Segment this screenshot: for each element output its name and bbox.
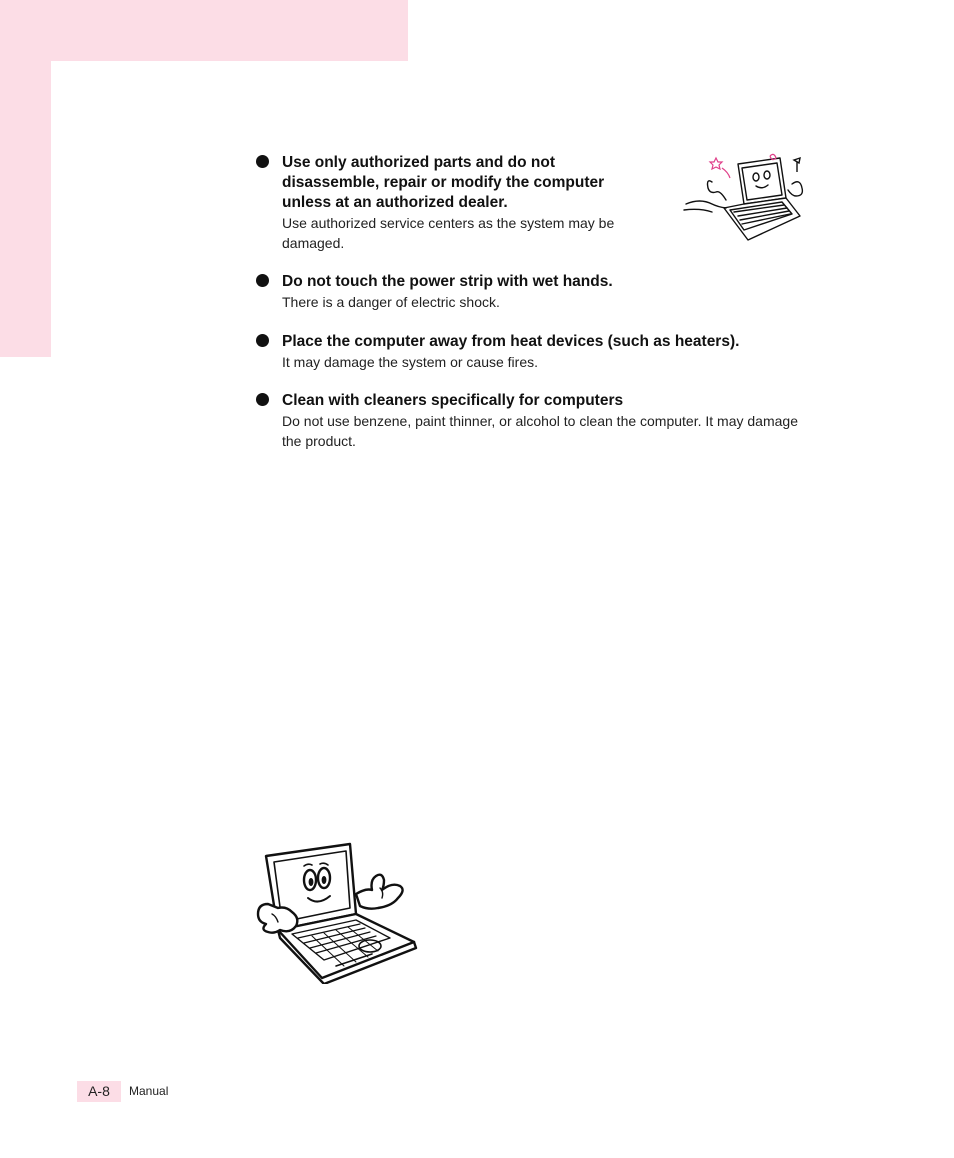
footer-label: Manual xyxy=(129,1084,169,1098)
bullet-icon xyxy=(256,274,269,287)
item-body: Do not use benzene, paint thinner, or alcohol to clean the computer. It may damage the product. xyxy=(282,413,798,449)
decorative-side-band xyxy=(0,61,51,357)
item-title: Do not touch the power strip with wet hands. xyxy=(282,273,613,290)
item-body: It may damage the system or cause fires. xyxy=(282,354,538,370)
item-body: There is a danger of electric shock. xyxy=(282,294,500,310)
bullet-icon xyxy=(256,334,269,347)
item-title: Use only authorized parts and do not disassemble, repair or modify the computer unless at an authorized dealer. xyxy=(282,154,605,211)
item-title: Place the computer away from heat devices (such as heaters). xyxy=(282,333,740,350)
decorative-header-band xyxy=(0,0,408,61)
item-body: Use authorized service centers as the system may be damaged. xyxy=(282,215,615,251)
page-number: A-8 xyxy=(77,1081,121,1102)
item-title: Clean with cleaners specifically for computers xyxy=(282,392,624,409)
bullet-icon xyxy=(256,393,269,406)
broken-laptop-illustration-icon xyxy=(682,150,810,246)
bullet-icon xyxy=(256,155,269,168)
smiling-laptop-mascot-icon xyxy=(252,838,418,984)
